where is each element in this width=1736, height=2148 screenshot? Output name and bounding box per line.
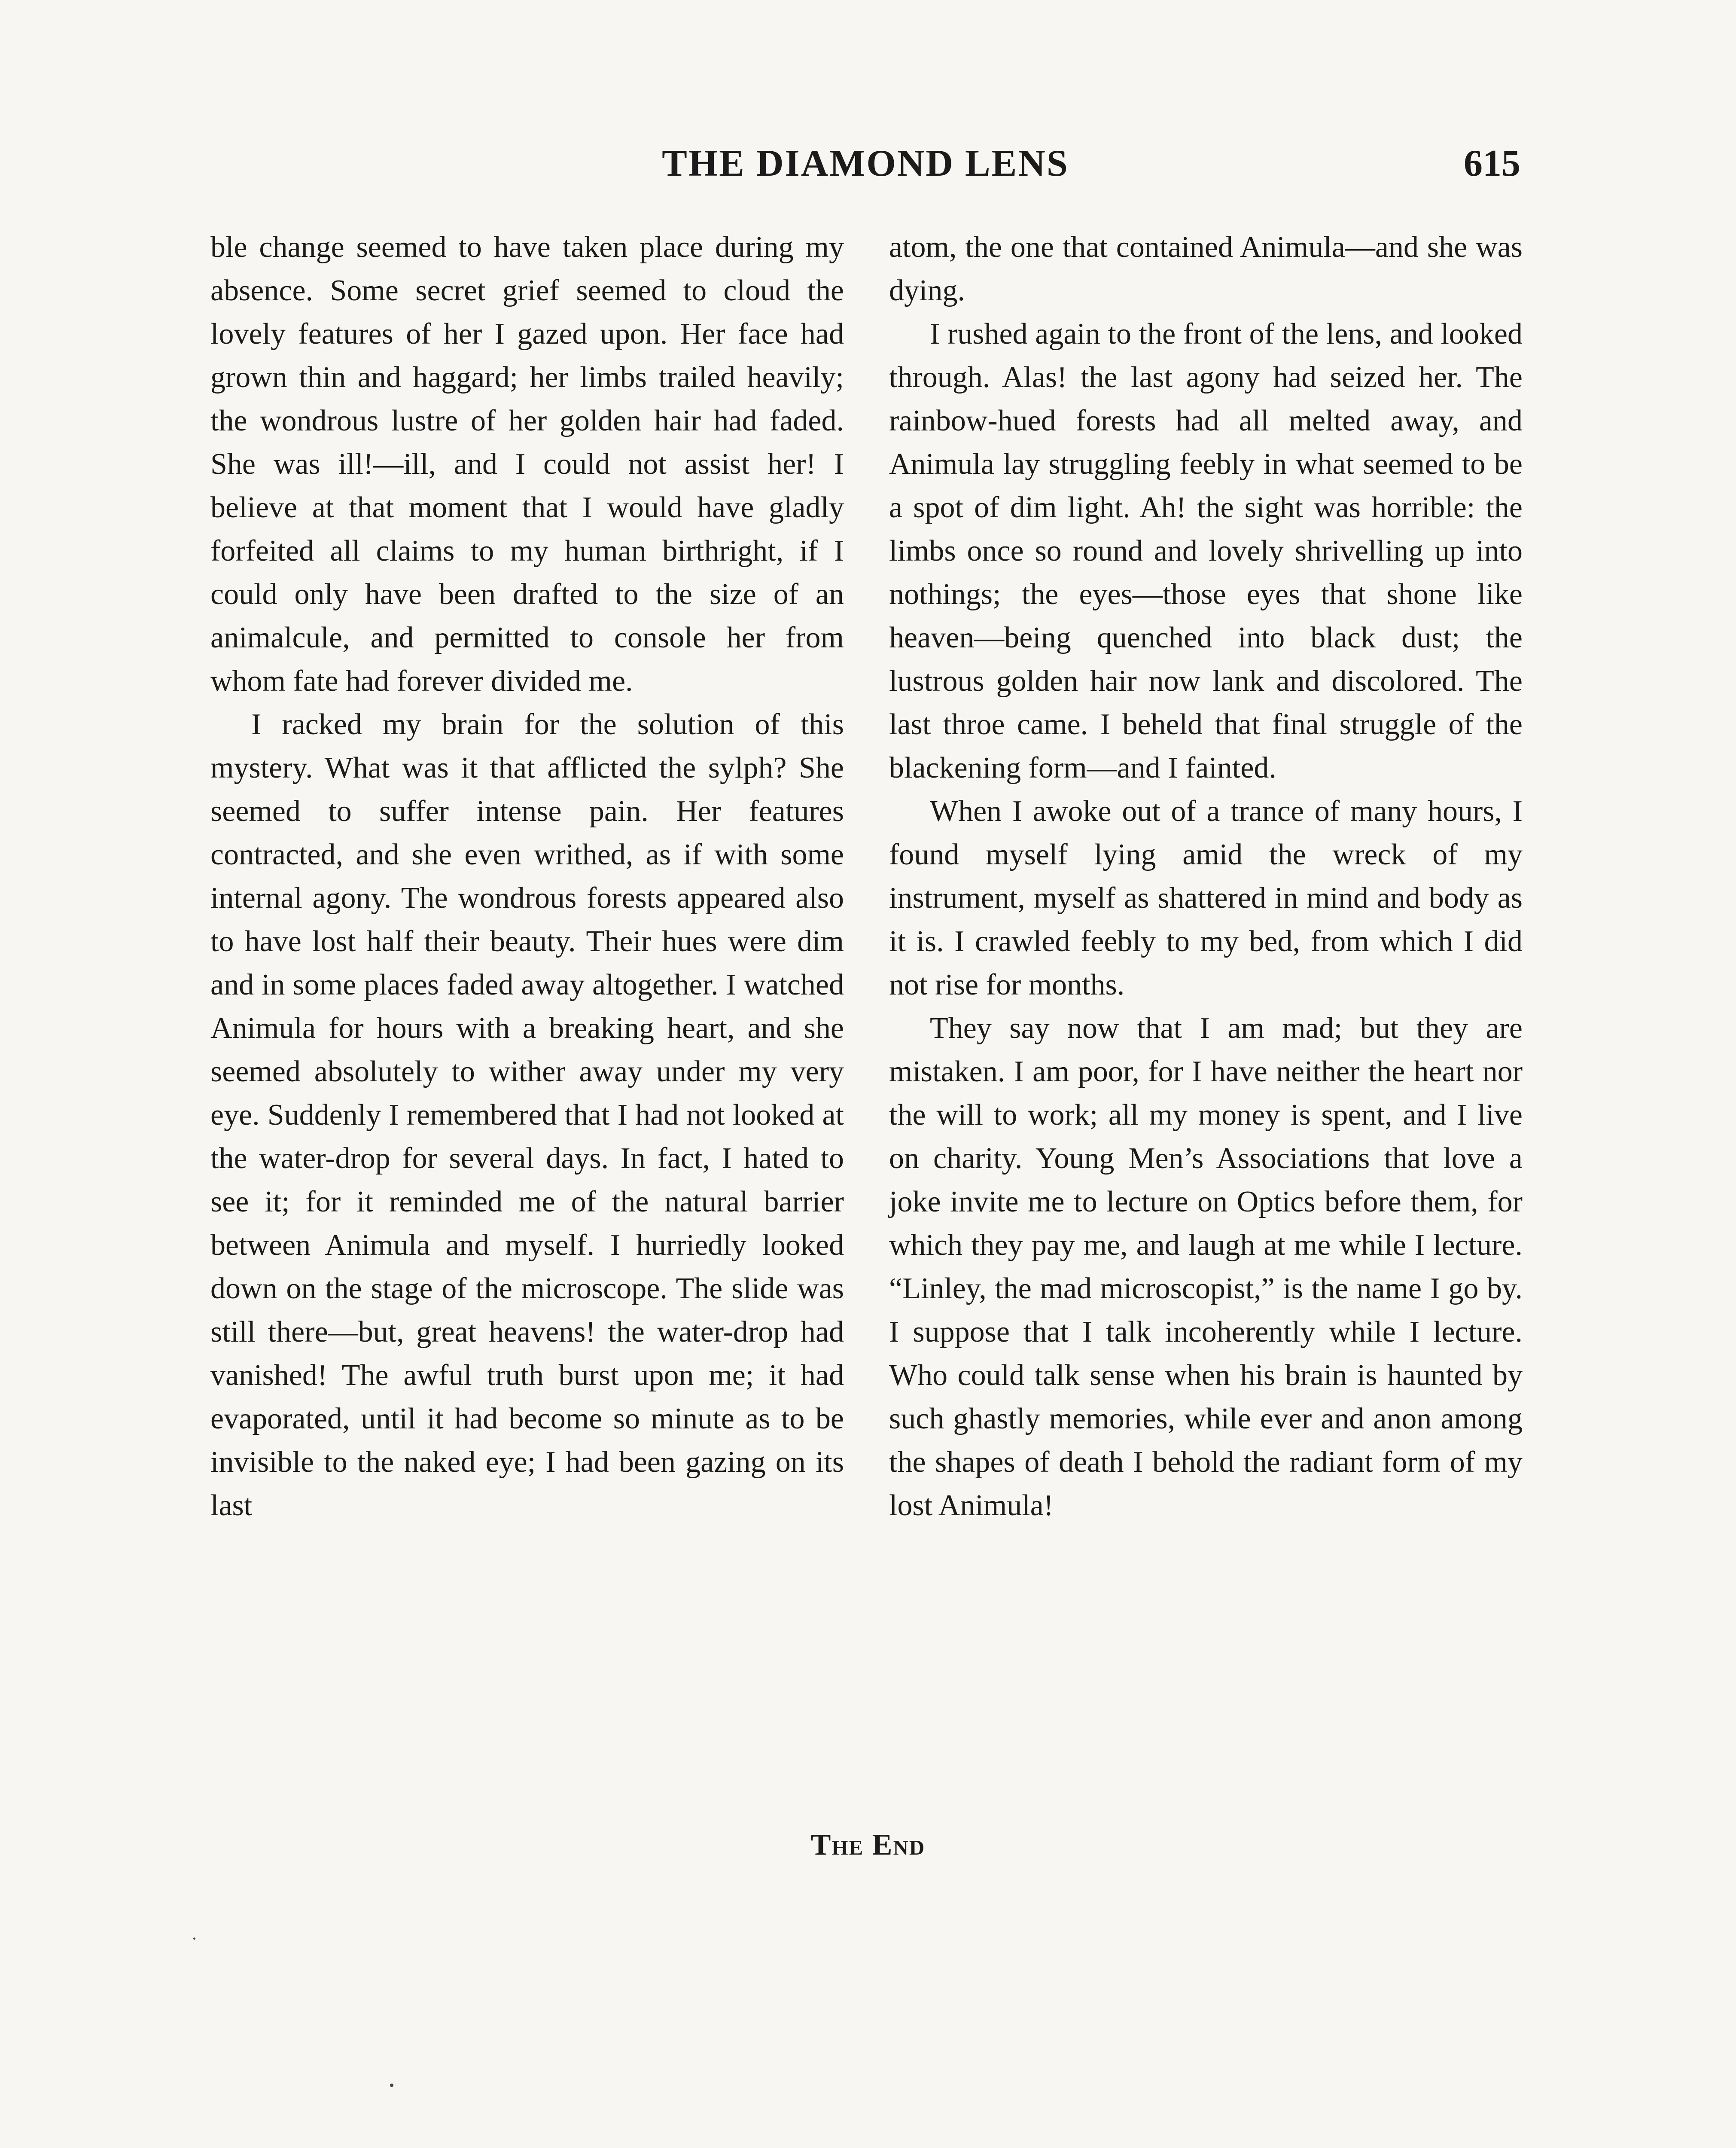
- end-mark: The End: [810, 1828, 926, 1861]
- paragraph: I racked my brain for the solution of this mystery. What was it that afflicted the sylph? She seemed to suffer intense pain. Her features contracted, and she even writhed, as if with some internal agony. The wondrous forests appeared also to have lost half their beauty. Their hues were dim and in some places faded away altogether. I watched Animula for hours with a breaking heart, and she seemed absolutely to wither away under my very eye. Suddenly I remembered that I had not looked at the water-drop for several days. In fact, I hated to see it; for it reminded me of the natural barrier between Animula and myself. I hurriedly looked down on the stage of the microscope. The slide was still there—but, great heavens! the water-drop had vanished! The awful truth burst upon me; it had evaporated, until it had become so minute as to be invisible to the naked eye; I had been gazing on its last: [210, 708, 844, 1522]
- right-column: [889, 226, 1523, 1527]
- paragraph: When I awoke out of a trance of many hours, I found myself lying amid the wreck of my instrument, myself as shattered in mind and body as it is. I crawled feebly to my bed, from which I did not rise for months.: [889, 795, 1523, 1001]
- paragraph: I rushed again to the front of the lens, and looked through. Alas! the last agony had seized her. The rainbow-hued forests had all melted away, and Animula lay struggling feebly in what seemed to be a spot of dim light. Ah! the sight was horrible: the limbs once so round and lovely shrivelling up into nothings; the eyes—those eyes that shone like heaven—being quenched into black dust; the lustrous golden hair now lank and discolored. The last throe came. I beheld that final struggle of the blackening form—and I fainted.: [889, 317, 1523, 784]
- page-number: 615: [1464, 143, 1520, 184]
- ink-speck: [193, 1937, 195, 1940]
- paragraph: atom, the one that contained Animula—and she was dying.: [889, 231, 1523, 307]
- running-title: THE DIAMOND LENS: [662, 143, 1069, 184]
- paragraph: They say now that I am mad; but they are mistaken. I am poor, for I have neither the heart nor the will to work; all my money is spent, and I live on charity. Young Men’s Associations that love a joke invite me to lecture on Optics before them, for which they pay me, and laugh at me while I lecture. “Linley, the mad microscopist,” is the name I go by. I suppose that I talk incoherently while I lecture. Who could talk sense when his brain is haunted by such ghastly memories, while ever and anon among the shapes of death I behold the radiant form of my lost Animula!: [889, 1012, 1523, 1522]
- left-column: [210, 226, 844, 1527]
- ink-speck: [390, 2084, 393, 2087]
- paragraph: ble change seemed to have taken place during my absence. Some secret grief seemed to cloud the lovely features of her I gazed upon. Her face had grown thin and haggard; her limbs trailed heavily; the wondrous lustre of her golden hair had faded. She was ill!—ill, and I could not assist her! I believe at that moment that I would have gladly forfeited all claims to my human birthright, if I could only have been drafted to the size of an animalcule, and permitted to console her from whom fate had forever divided me.: [210, 231, 844, 698]
- page-header: [210, 142, 1520, 193]
